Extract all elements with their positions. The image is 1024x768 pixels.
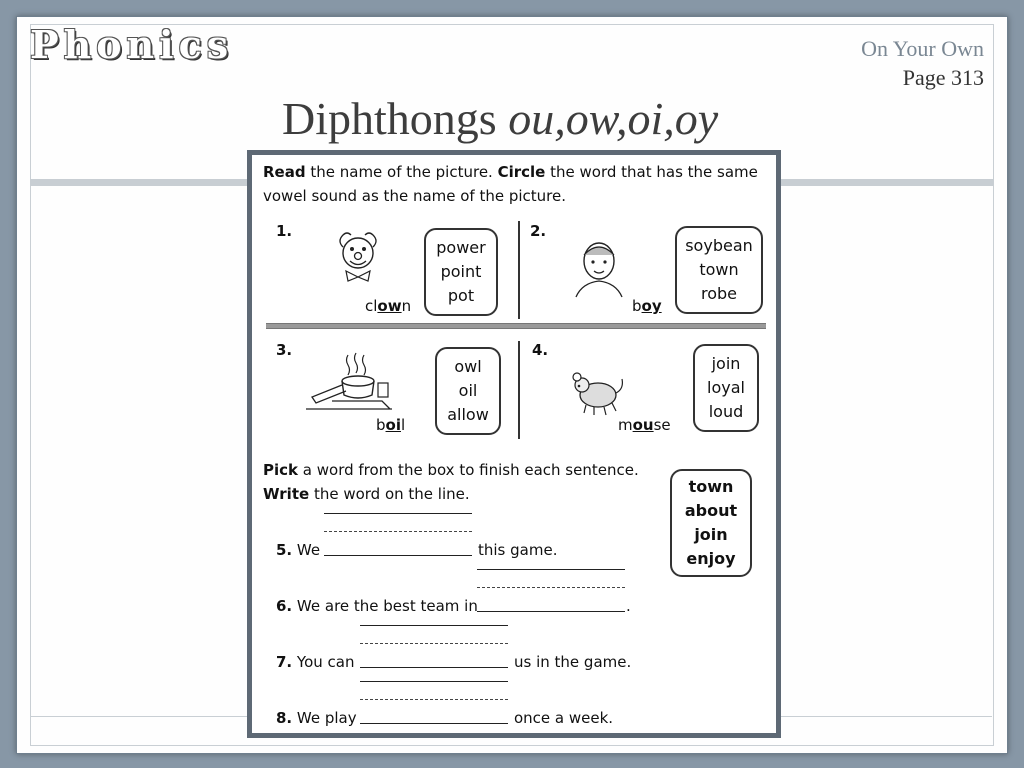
sentence-7: 7. You can (276, 653, 355, 671)
writing-guide-top (360, 681, 508, 682)
picture-word: clown (365, 297, 412, 315)
choice-word[interactable]: allow (447, 405, 489, 424)
sentence-5-end: this game. (478, 541, 558, 559)
choice-word[interactable]: town (699, 260, 739, 279)
choice-word[interactable]: point (440, 262, 482, 281)
boy-icon (574, 235, 624, 299)
brand-title: Phonics (30, 22, 234, 67)
answer-line[interactable] (324, 555, 472, 556)
sentence-8-end: once a week. (514, 709, 614, 727)
choice-word[interactable]: power (436, 238, 486, 257)
choice-word[interactable]: soybean (685, 236, 753, 255)
choice-box (675, 226, 763, 314)
word-bank-box (670, 469, 752, 577)
item-number: 4. (532, 341, 549, 359)
writing-guide-top (477, 569, 625, 570)
title-main: Diphthongs (282, 93, 509, 144)
writing-guide-mid (477, 587, 625, 588)
picture-word: mouse (618, 416, 671, 434)
choice-word[interactable]: pot (447, 286, 475, 305)
writing-guide-top (324, 513, 472, 514)
mouse-icon (568, 369, 624, 417)
writing-guide-mid (360, 643, 508, 644)
choice-word[interactable]: oil (458, 381, 478, 400)
word-bank-word: about (684, 501, 738, 520)
picture-word: boil (376, 416, 406, 434)
instruction-write: Write the word on the line. (263, 485, 470, 503)
boiling-pot-icon (304, 351, 396, 413)
sentence-6-end: . (626, 597, 631, 615)
instruction-line-1: Read the name of the picture. Circle the word that has the same (263, 163, 758, 181)
choice-word[interactable]: owl (454, 357, 482, 376)
word-bank-word: join (694, 525, 728, 544)
item-number: 2. (530, 222, 547, 240)
instruction-pick: Pick a word from the box to finish each sentence. (263, 461, 639, 479)
choice-word[interactable]: loud (708, 402, 744, 421)
slide-title (282, 92, 718, 145)
choice-word[interactable]: loyal (707, 378, 745, 397)
writing-guide-mid (360, 699, 508, 700)
writing-guide-mid (324, 531, 472, 532)
picture-word: boy (632, 297, 662, 315)
choice-box (435, 347, 501, 435)
title-italic: ou,ow,oi,oy (508, 93, 719, 144)
answer-line[interactable] (360, 667, 508, 668)
sentence-8: 8. We play (276, 709, 357, 727)
item-divider (518, 341, 520, 439)
word-bank-word: enjoy (686, 549, 736, 568)
choice-word[interactable]: robe (700, 284, 737, 303)
choice-word[interactable]: join (711, 354, 741, 373)
instruction-line-2: vowel sound as the name of the picture. (263, 187, 567, 205)
answer-line[interactable] (477, 611, 625, 612)
lesson-context (861, 34, 984, 92)
sentence-6: 6. We are the best team in (276, 597, 478, 615)
choice-box (693, 344, 759, 432)
page-reference: Page 313 (902, 65, 984, 90)
word-bank-word: town (688, 477, 734, 496)
sentence-5: 5. We (276, 541, 321, 559)
item-divider (518, 221, 520, 319)
answer-line[interactable] (360, 723, 508, 724)
item-number: 1. (276, 222, 293, 240)
item-number: 3. (276, 341, 293, 359)
context-label: On Your Own (861, 36, 984, 61)
writing-guide-top (360, 625, 508, 626)
worksheet-image (247, 150, 781, 738)
sentence-7-end: us in the game. (514, 653, 632, 671)
choice-box (424, 228, 498, 316)
section-divider (266, 323, 766, 329)
clown-icon (334, 227, 382, 289)
